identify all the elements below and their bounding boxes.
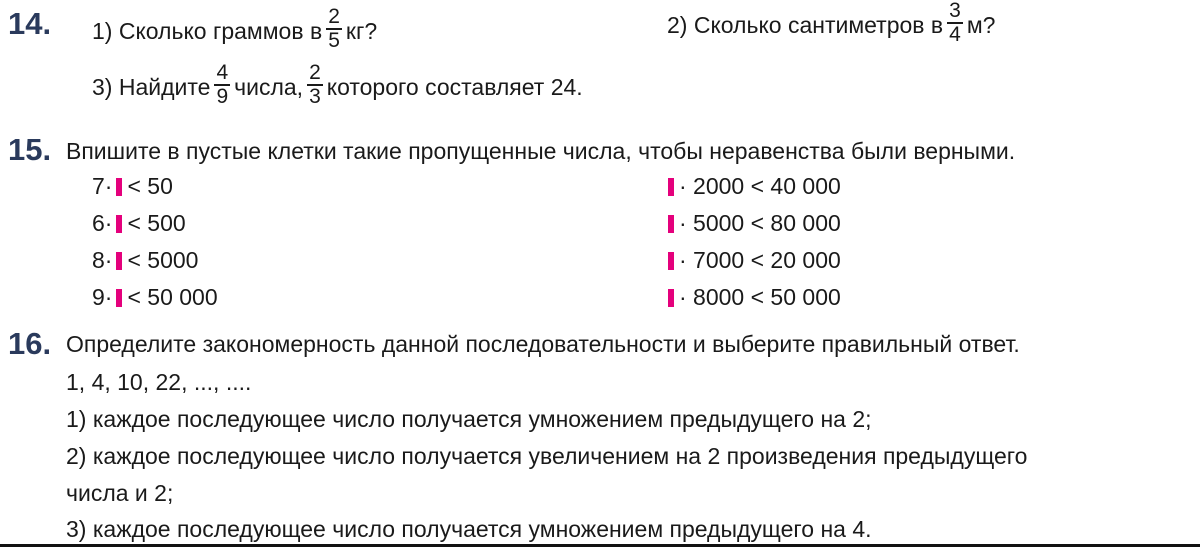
inequality-suffix: < 5000: [127, 247, 199, 273]
inequality-suffix: · 7000 < 20 000: [679, 247, 841, 273]
fraction-numerator: 3: [949, 0, 961, 22]
blank-cell[interactable]: [116, 252, 122, 270]
q2-suffix: м?: [966, 11, 996, 38]
inequality-prefix: 9·: [92, 284, 113, 310]
inequality-suffix: < 500: [127, 210, 186, 236]
inequality-left-3: [92, 249, 198, 272]
inequality-left-2: [92, 212, 186, 235]
fraction-denominator: 5: [328, 29, 340, 52]
fraction-3-4: [947, 0, 963, 46]
q3-prefix: 3) Найдите: [92, 73, 211, 100]
task-14-number: 14.: [8, 6, 52, 41]
blank-cell[interactable]: [668, 178, 674, 196]
q3-suffix: которого составляет 24.: [326, 73, 583, 100]
inequality-prefix: 8·: [92, 247, 113, 273]
fraction-2-5: [326, 6, 342, 52]
option-3: 3) каждое последующее число получается умножением предыдущего на 4.: [66, 516, 872, 542]
option-1: 1) каждое последующее число получается умножением предыдущего на 2;: [66, 406, 872, 432]
sequence: 1, 4, 10, 22, ..., ....: [66, 369, 252, 395]
q2-prefix: 2) Сколько сантиметров в: [667, 11, 944, 38]
fraction-numerator: 2: [328, 5, 340, 28]
fraction-denominator: 9: [216, 85, 229, 108]
inequality-suffix: · 8000 < 50 000: [679, 284, 841, 310]
fraction-2-3: [307, 62, 323, 108]
fraction-denominator: 3: [309, 85, 321, 108]
fraction-numerator: 2: [309, 61, 321, 84]
q3-mid: числа,: [234, 73, 304, 100]
inequality-suffix: < 50: [127, 173, 173, 199]
inequality-prefix: 7·: [92, 173, 113, 199]
task-15-number: 15.: [8, 132, 52, 167]
fraction-numerator: 4: [216, 61, 229, 84]
blank-cell[interactable]: [116, 289, 122, 307]
fraction-denominator: 4: [949, 23, 961, 46]
blank-cell[interactable]: [668, 215, 674, 233]
task-16-text: Определите закономерность данной последовательности и выберите правильный ответ.: [66, 331, 1020, 357]
blank-cell[interactable]: [668, 252, 674, 270]
inequality-left-4: [92, 286, 218, 309]
option-2-line-1: 2) каждое последующее число получается увеличением на 2 произведения предыдущего: [66, 443, 1028, 469]
task-14-question-3: [92, 61, 583, 110]
task-14-question-1: [92, 5, 378, 54]
bottom-rule: [0, 544, 1200, 547]
inequality-right-2: [664, 212, 841, 235]
blank-cell[interactable]: [116, 215, 122, 233]
task-15-text: Впишите в пустые клетки такие пропущенные числа, чтобы неравенства были верными.: [66, 138, 1016, 164]
inequality-suffix: < 50 000: [127, 284, 218, 310]
inequality-suffix: · 2000 < 40 000: [679, 173, 841, 199]
fraction-4-9: [214, 62, 230, 108]
q1-suffix: кг?: [345, 17, 378, 44]
inequality-prefix: 6·: [92, 210, 113, 236]
task-14-question-2: [667, 2, 995, 48]
inequality-left-1: [92, 175, 173, 198]
blank-cell[interactable]: [668, 289, 674, 307]
q1-prefix: 1) Сколько граммов в: [92, 17, 323, 44]
blank-cell[interactable]: [116, 178, 122, 196]
task-16-number: 16.: [8, 326, 52, 361]
inequality-right-4: [664, 286, 841, 309]
inequality-right-1: [664, 175, 841, 198]
inequality-right-3: [664, 249, 841, 272]
inequality-suffix: · 5000 < 80 000: [679, 210, 841, 236]
option-2-line-2: числа и 2;: [66, 480, 174, 506]
